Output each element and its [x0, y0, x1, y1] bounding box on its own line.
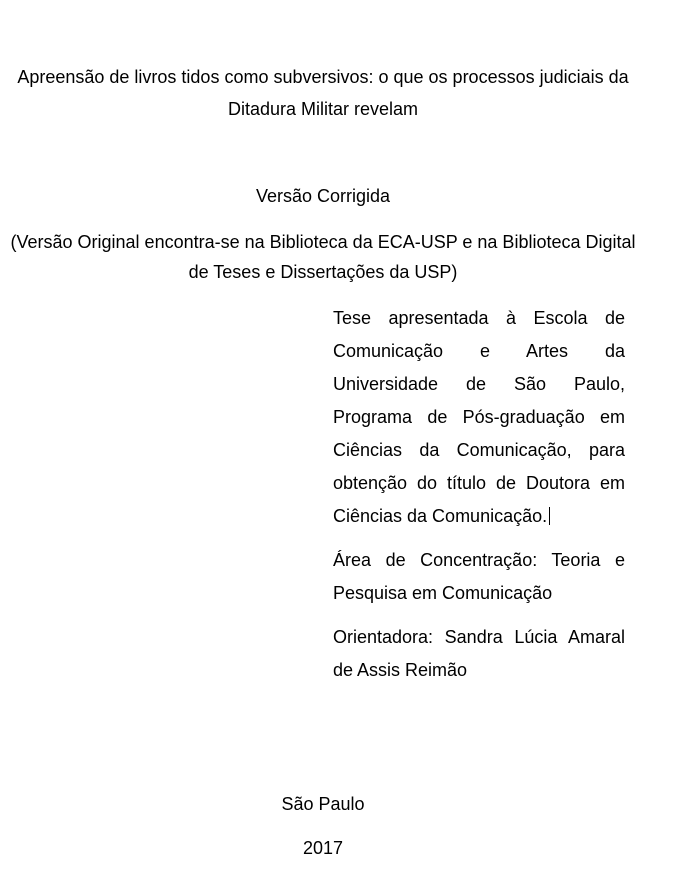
- original-version-note: (Versão Original encontra-se na Biblioteca da ECA-USP e na Biblioteca Digital de Teses e Dissertações da USP): [10, 232, 636, 282]
- text-cursor: [549, 507, 550, 525]
- version-label: Versão Corrigida: [255, 186, 391, 206]
- advisor: Orientadora: Sandra Lúcia Amaral de Assis Reimão: [333, 627, 625, 680]
- thesis-statement: Tese apresentada à Escola de Comunicação e Artes da Universidade de São Paulo, Programa de Pós-graduação em Ciências da Comunicação, para obtenção do título de Doutora em Ciências da Comunicação.: [333, 308, 625, 526]
- thesis-statement-block[interactable]: [333, 302, 625, 533]
- concentration-area: Área de Concentração: Teoria e Pesquisa em Comunicação: [333, 550, 625, 603]
- city: São Paulo: [281, 794, 365, 814]
- document-title: Apreensão de livros tidos como subversivos: o que os processos judiciais da Ditadura Militar revelam: [17, 67, 629, 119]
- year: 2017: [302, 838, 344, 858]
